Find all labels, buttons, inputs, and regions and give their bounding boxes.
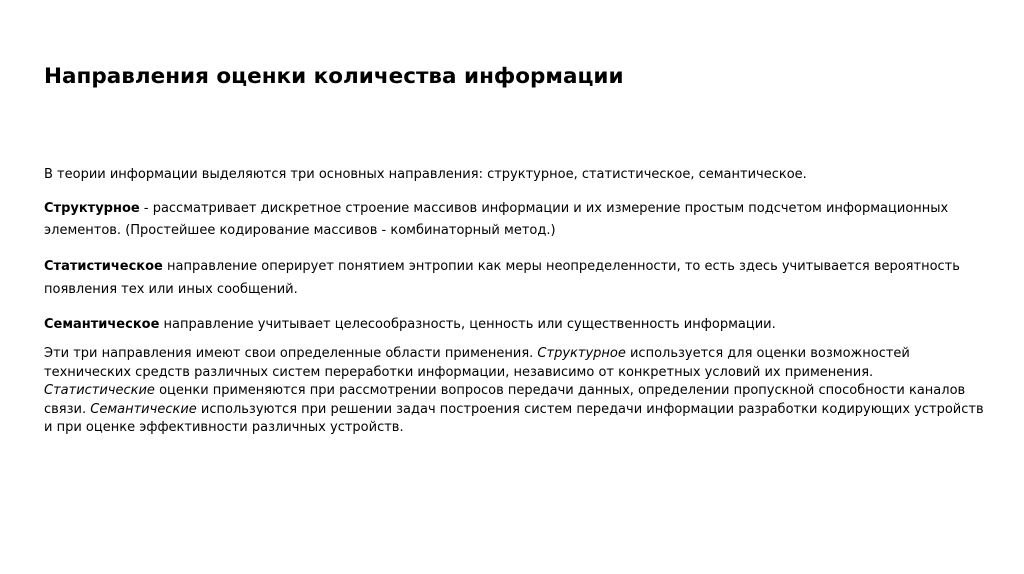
applications-text-1: Эти три направления имеют свои определенные области применения.: [44, 346, 538, 361]
applications-term-semantic: Семантические: [90, 401, 197, 417]
structural-paragraph: [44, 198, 984, 242]
semantic-term: Семантическое: [44, 317, 160, 332]
applications-term-structural: Структурное: [537, 346, 626, 361]
statistical-paragraph: [44, 255, 984, 301]
structural-term: Структурное: [44, 201, 140, 216]
slide-title: Направления оценки количества информации: [44, 64, 624, 89]
semantic-text: направление учитывает целесообразность, ценность или существенность информации.: [159, 317, 776, 332]
statistical-term: Статистическое: [44, 259, 163, 274]
slide-body: [44, 164, 984, 438]
structural-text: - рассматривает дискретное строение массивов информации и их измерение простым подсчетом информационных элементов. (Простейшее кодирование массивов - комбинаторный метод.): [44, 201, 949, 238]
applications-paragraph: [44, 345, 984, 438]
semantic-paragraph: [44, 314, 984, 335]
applications-term-statistical: Статистические: [44, 383, 155, 398]
intro-paragraph: В теории информации выделяются три основных направления: структурное, статистическое, семантическое.: [44, 167, 807, 182]
applications-text-4: используются при решении задач построения систем передачи информации разработки кодирующих устройств и при оценке эффективности различных устройств.: [44, 401, 984, 435]
applications-text-2: используется для оценки возможностей технических средств различных систем переработки информации, независимо от конкретных условий их применения.: [44, 346, 910, 380]
applications-text-3: оценки применяются при рассмотрении вопросов передачи данных, определении пропускной способности каналов связи.: [44, 383, 966, 417]
statistical-text: направление оперирует понятием энтропии как меры неопределенности, то есть здесь учитывается вероятность появления тех или иных сообщений.: [44, 259, 960, 297]
